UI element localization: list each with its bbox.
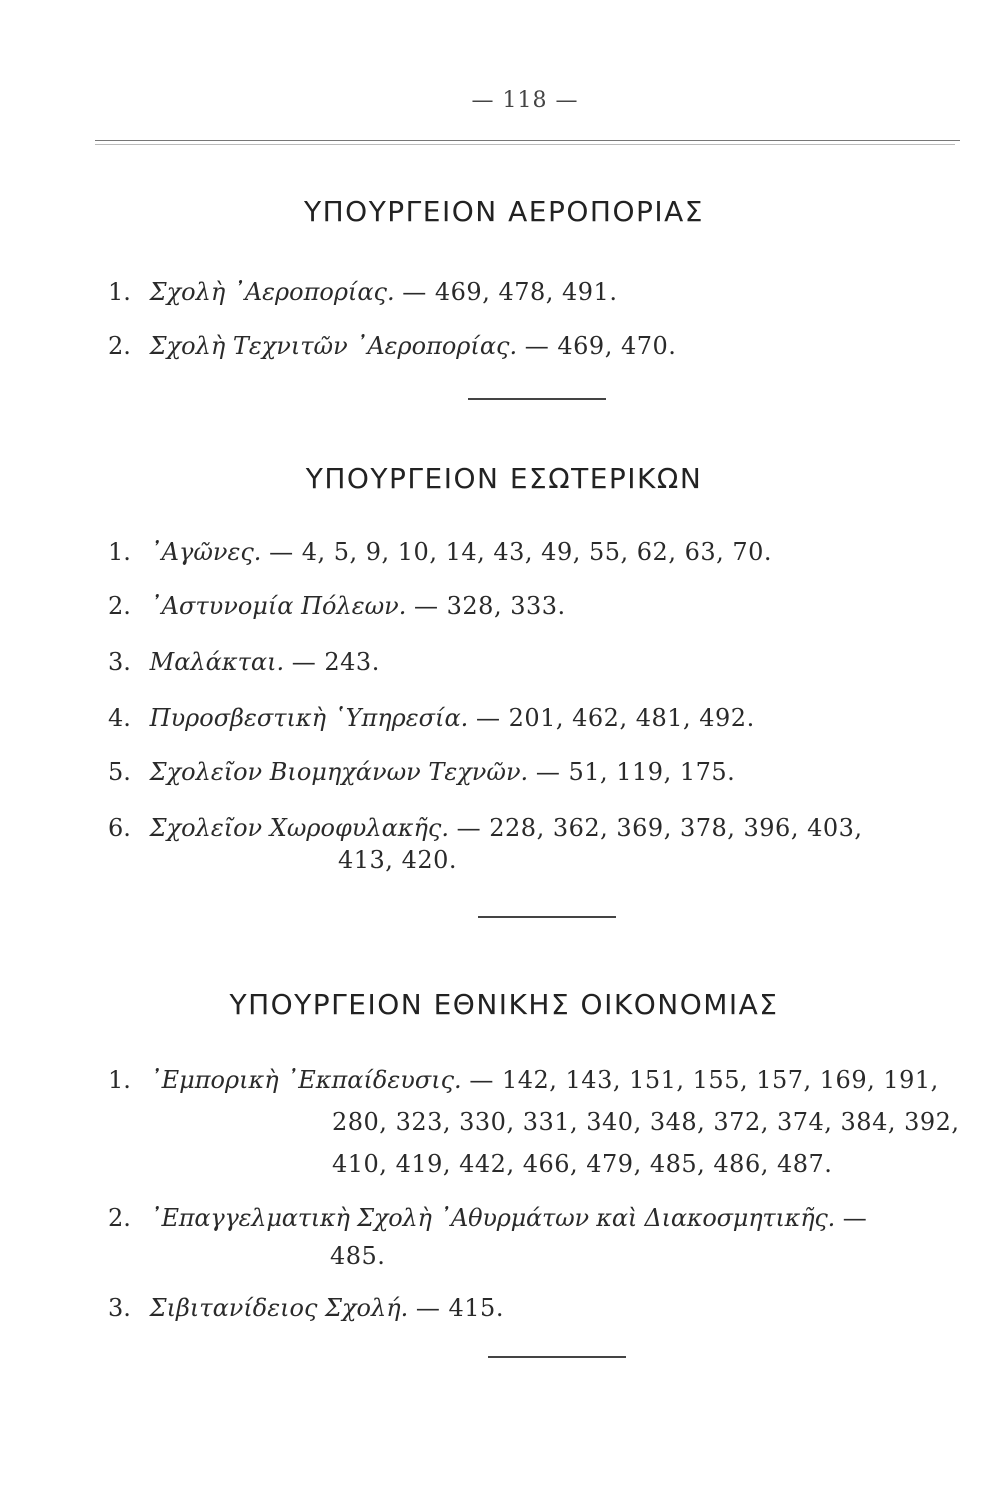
item-name: ᾽Αστυνομία Πόλεων. [149,592,407,620]
item-pages: — 328, 333. [414,592,566,620]
list-item [108,756,735,788]
item-number: 2. [108,1204,131,1232]
item-name: Πυροσβεστικὴ ῾Υπηρεσία. [149,704,469,732]
item-pages: — 415. [415,1294,504,1322]
item-name: ᾽Επαγγελματικὴ Σχολὴ ᾽Αθυρμάτων καὶ Διακοσμητικῆς. [149,1204,836,1232]
item-pages: — [842,1204,868,1232]
item-name: Σχολεῖον Βιομηχάνων Τεχνῶν. [149,758,529,786]
list-item [108,702,755,734]
item-pages: — 4, 5, 9, 10, 14, 43, 49, 55, 62, 63, 70. [269,538,773,566]
section-title: ΥΠΟΥΡΓΕΙΟΝ ΑΕΡΟΠΟΡΙΑΣ [304,195,704,228]
list-item [108,330,676,362]
section-title: ΥΠΟΥΡΓΕΙΟΝ ΕΣΩΤΕΡΙΚΩΝ [305,462,703,495]
list-item [108,1292,504,1324]
item-pages-continued: 413, 420. [338,846,458,874]
list-item [108,536,772,568]
item-pages: — 142, 143, 151, 155, 157, 169, 191, [469,1066,939,1094]
section-title: ΥΠΟΥΡΓΕΙΟΝ ΕΘΝΙΚΗΣ ΟΙΚΟΝΟΜΙΑΣ [229,988,779,1021]
item-number: 3. [108,648,131,676]
item-name: ᾽Εμπορικὴ ᾽Εκπαίδευσις. [149,1066,462,1094]
list-item [108,1202,867,1272]
item-pages: — 469, 478, 491. [402,278,618,306]
item-name: Σιβιτανίδειος Σχολή. [149,1294,409,1322]
page-number: — 118 — [471,88,579,113]
item-name: ᾽Αγῶνες. [149,538,262,566]
item-pages: — 201, 462, 481, 492. [475,704,755,732]
section-divider [478,916,616,918]
list-item [108,812,863,876]
item-name: Μαλάκται. [149,648,285,676]
item-number: 2. [108,592,131,620]
section-divider [468,398,606,400]
item-pages: — 51, 119, 175. [535,758,736,786]
item-pages: — 228, 362, 369, 378, 396, 403, [456,814,863,842]
item-number: 5. [108,758,131,786]
list-item [108,1064,960,1180]
item-pages-continued: 410, 419, 442, 466, 479, 485, 486, 487. [332,1150,833,1178]
list-item [108,646,380,678]
header-rule [95,140,960,141]
item-pages: — 469, 470. [524,332,677,360]
item-pages-continued: 485. [330,1242,386,1270]
item-pages-continued: 280, 323, 330, 331, 340, 348, 372, 374, 384, 392, [332,1108,960,1136]
header-rule-secondary [95,144,955,145]
list-item [108,276,617,308]
section-divider [488,1356,626,1358]
item-number: 4. [108,704,131,732]
item-name: Σχολὴ ᾽Αεροπορίας. [149,278,395,306]
item-number: 1. [108,538,131,566]
item-number: 2. [108,332,131,360]
item-name: Σχολὴ Τεχνιτῶν ᾽Αεροπορίας. [149,332,518,360]
item-number: 6. [108,814,131,842]
item-name: Σχολεῖον Χωροφυλακῆς. [149,814,449,842]
item-pages: — 243. [291,648,380,676]
list-item [108,590,566,622]
item-number: 1. [108,278,131,306]
item-number: 3. [108,1294,131,1322]
item-number: 1. [108,1066,131,1094]
